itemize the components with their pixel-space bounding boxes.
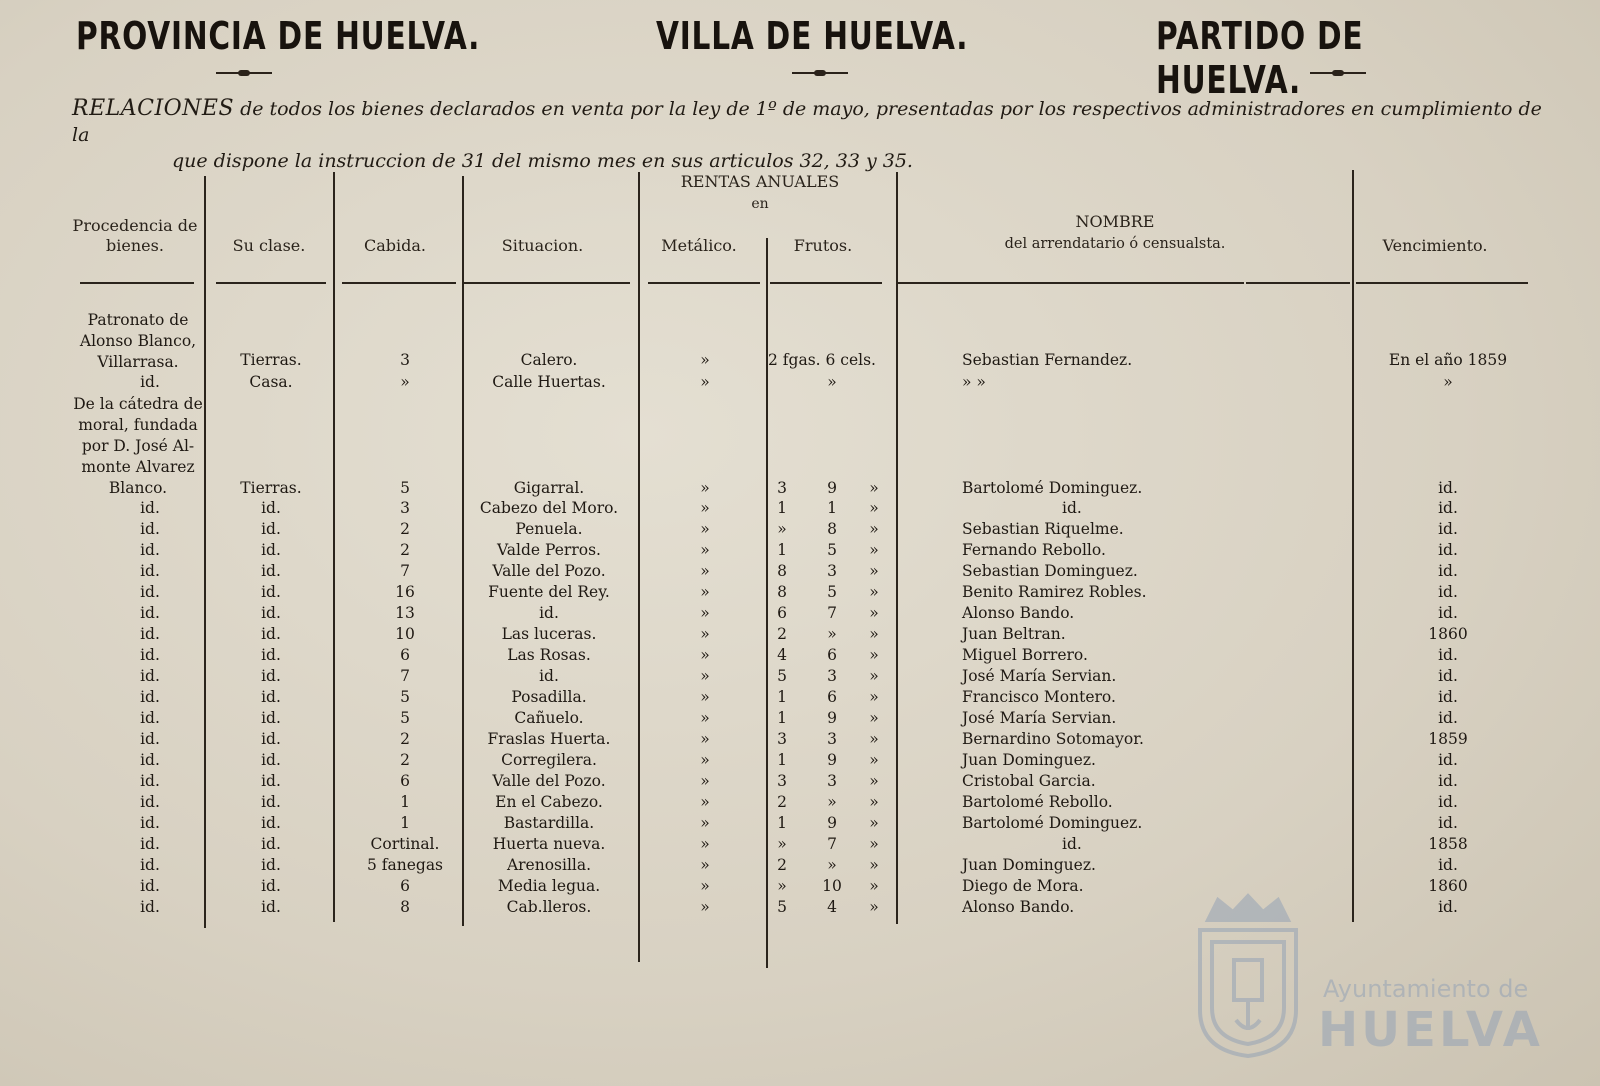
cell-vencimiento: id. [1438, 604, 1458, 622]
cell-frutos-3: » [869, 604, 879, 622]
cell-metalico: » [700, 604, 710, 622]
cell-metalico: » [700, 814, 710, 832]
cell-procedencia: id. [140, 562, 160, 580]
cell-situacion: Calle Huertas. [492, 373, 606, 391]
cell-frutos-2: 9 [827, 751, 837, 769]
cell-metalico: » [700, 373, 710, 391]
cell-metalico: » [700, 520, 710, 538]
cell-clase: id. [261, 625, 281, 643]
procedencia-line: Alonso Blanco, [79, 332, 197, 350]
cell-situacion: Bastardilla. [503, 814, 595, 832]
cell-situacion: Penuela. [515, 520, 583, 538]
cell-frutos-2: 4 [827, 898, 837, 916]
cell-nombre: José María Servian. [962, 667, 1117, 685]
cell-procedencia: id. [140, 373, 160, 391]
header-rule [342, 282, 456, 284]
cell-frutos-2: 3 [827, 772, 837, 790]
cell-procedencia: id. [140, 709, 160, 727]
cell-clase: id. [261, 772, 281, 790]
cell-frutos-1: 3 [777, 772, 787, 790]
cell-vencimiento: En el año 1859 [1388, 351, 1508, 369]
cell-clase: Tierras. [240, 479, 302, 497]
cell-situacion: id. [539, 604, 559, 622]
cell-frutos-1: 2 [777, 625, 787, 643]
cell-frutos-3: » [869, 646, 879, 664]
header-rule [1246, 282, 1350, 284]
cell-nombre: id. [1062, 835, 1082, 853]
cell-cabida: 6 [400, 646, 410, 664]
cell-vencimiento: id. [1438, 562, 1458, 580]
cell-cabida: » [400, 373, 410, 391]
cell-clase: id. [261, 814, 281, 832]
cell-frutos-1: 4 [777, 646, 787, 664]
cell-frutos-3: » [869, 898, 879, 916]
cell-vencimiento: id. [1438, 479, 1458, 497]
cell-metalico: » [700, 667, 710, 685]
cell-procedencia: id. [140, 730, 160, 748]
cell-situacion: Media legua. [497, 877, 601, 895]
cell-frutos-3: » [869, 877, 879, 895]
col-rentas-en: en [751, 196, 769, 212]
cell-situacion: Cañuelo. [514, 709, 584, 727]
cell-vencimiento: id. [1438, 499, 1458, 517]
ornament-center [792, 72, 848, 74]
cell-vencimiento: id. [1438, 541, 1458, 559]
cell-metalico: » [700, 751, 710, 769]
cell-vencimiento: 1859 [1428, 730, 1468, 748]
cell-vencimiento: id. [1438, 646, 1458, 664]
procedencia-line: por D. José Al- [81, 437, 195, 455]
cell-frutos-1: 5 [777, 898, 787, 916]
cell-clase: id. [261, 583, 281, 601]
cell-clase: id. [261, 793, 281, 811]
cell-clase: id. [261, 751, 281, 769]
cell-frutos-2: 5 [827, 541, 837, 559]
cell-nombre: Alonso Bando. [962, 898, 1075, 916]
cell-situacion: Huerta nueva. [492, 835, 606, 853]
cell-nombre: » » [962, 373, 986, 391]
intro-line2: que dispone la instruccion de 31 del mismo mes en sus articulos 32, 33 y 35. [172, 150, 913, 172]
cell-situacion: Posadilla. [511, 688, 587, 706]
cell-clase: id. [261, 604, 281, 622]
cell-metalico: » [700, 772, 710, 790]
cell-nombre: Juan Beltran. [962, 625, 1066, 643]
cell-situacion: Fuente del Rey. [488, 583, 610, 601]
cell-situacion: id. [539, 667, 559, 685]
header-villa: VILLA DE HUELVA. [656, 14, 969, 58]
cell-cabida: 16 [395, 583, 415, 601]
header-rule [898, 282, 1244, 284]
procedencia-line: moral, fundada [78, 416, 198, 434]
cell-frutos-3: » [869, 562, 879, 580]
cell-cabida: 2 [400, 730, 410, 748]
cell-frutos-3: » [869, 520, 879, 538]
cell-frutos-3: » [869, 625, 879, 643]
cell-cabida: 5 fanegas [366, 856, 444, 874]
cell-vencimiento: id. [1438, 856, 1458, 874]
col-cabida: Cabida. [363, 236, 426, 255]
cell-frutos-1: 1 [777, 499, 787, 517]
procedencia-line: Blanco. [108, 479, 168, 497]
header-rule [216, 282, 326, 284]
header-rule [770, 282, 882, 284]
header-partido: PARTIDO DE HUELVA. [1156, 14, 1364, 102]
cell-procedencia: id. [140, 499, 160, 517]
cell-metalico: » [700, 856, 710, 874]
cell-situacion: Arenosilla. [506, 856, 592, 874]
cell-frutos-2: 9 [827, 814, 837, 832]
cell-frutos-1: 8 [777, 583, 787, 601]
cell-frutos-2: » [827, 625, 837, 643]
cell-frutos-2: » [827, 373, 837, 391]
cell-vencimiento: id. [1438, 709, 1458, 727]
cell-frutos-1: 1 [777, 541, 787, 559]
col-procedencia: Procedencia de bienes. [72, 216, 198, 255]
cell-situacion: Valde Perros. [497, 541, 601, 559]
cell-clase: id. [261, 688, 281, 706]
cell-frutos-1: 5 [777, 667, 787, 685]
cell-frutos-2: » [827, 856, 837, 874]
cell-cabida: 3 [400, 351, 410, 369]
cell-metalico: » [700, 835, 710, 853]
cell-nombre: Alonso Bando. [962, 604, 1075, 622]
cell-procedencia: id. [140, 835, 160, 853]
cell-frutos-3: » [869, 688, 879, 706]
cell-procedencia: id. [140, 898, 160, 916]
cell-clase: id. [261, 856, 281, 874]
column-rule [638, 172, 640, 962]
cell-procedencia: id. [140, 772, 160, 790]
col-situacion: Situacion. [501, 236, 584, 255]
col-clase: Su clase. [232, 236, 306, 255]
cell-frutos-2: 6 [827, 646, 837, 664]
ornament-right [1310, 72, 1366, 74]
cell-situacion: Valle del Pozo. [492, 772, 606, 790]
header-rule [80, 282, 194, 284]
cell-vencimiento: id. [1438, 898, 1458, 916]
cell-vencimiento: 1858 [1428, 835, 1468, 853]
intro-line1: de todos los bienes declarados en venta por la ley de 1º de mayo, presentadas por los respectivos administradores en cumplimiento de la [72, 98, 1542, 146]
col-vencimiento: Vencimiento. [1382, 236, 1488, 255]
cell-frutos-1: 3 [777, 730, 787, 748]
cell-cabida: Cortinal. [370, 835, 440, 853]
cell-nombre: Bartolomé Rebollo. [962, 793, 1113, 811]
cell-metalico: » [700, 646, 710, 664]
cell-vencimiento: id. [1438, 520, 1458, 538]
cell-clase: id. [261, 898, 281, 916]
column-rule [333, 172, 335, 922]
cell-metalico: » [700, 877, 710, 895]
cell-situacion: Corregilera. [501, 751, 597, 769]
cell-procedencia: id. [140, 751, 160, 769]
cell-frutos-3: » [869, 856, 879, 874]
cell-metalico: » [700, 499, 710, 517]
intro-paragraph [72, 96, 1552, 174]
cell-cabida: 7 [400, 562, 410, 580]
cell-nombre: Juan Dominguez. [962, 856, 1096, 874]
cell-metalico: » [700, 541, 710, 559]
ornament-left [216, 72, 272, 74]
cell-frutos-3: » [869, 772, 879, 790]
header-rule [1356, 282, 1528, 284]
cell-frutos-3: » [869, 709, 879, 727]
cell-metalico: » [700, 625, 710, 643]
cell-procedencia: id. [140, 814, 160, 832]
cell-situacion: Cabezo del Moro. [479, 499, 619, 517]
cell-frutos-2: 5 [827, 583, 837, 601]
cell-frutos-2: 3 [827, 730, 837, 748]
header-rule [464, 282, 630, 284]
cell-metalico: » [700, 351, 710, 369]
cell-procedencia: id. [140, 877, 160, 895]
cell-cabida: 13 [395, 604, 415, 622]
cell-procedencia: id. [140, 856, 160, 874]
cell-frutos-2: 3 [827, 562, 837, 580]
cell-cabida: 7 [400, 667, 410, 685]
cell-frutos-1: 6 [777, 604, 787, 622]
cell-frutos-1: 2 [777, 793, 787, 811]
procedencia-line: Villarrasa. [97, 353, 179, 371]
cell-vencimiento: id. [1438, 688, 1458, 706]
cell-nombre: Miguel Borrero. [962, 646, 1088, 664]
cell-frutos-1: » [777, 520, 787, 538]
cell-situacion: Valle del Pozo. [492, 562, 606, 580]
cell-frutos-3: » [869, 835, 879, 853]
header-province: PROVINCIA DE HUELVA. [76, 14, 481, 58]
cell-vencimiento: » [1443, 373, 1453, 391]
cell-metalico: » [700, 793, 710, 811]
column-rule [1352, 170, 1354, 922]
cell-metalico: » [700, 688, 710, 706]
cell-frutos-1: 1 [777, 814, 787, 832]
cell-procedencia: id. [140, 541, 160, 559]
procedencia-line: Patronato de [87, 311, 189, 329]
cell-nombre: id. [1062, 499, 1082, 517]
col-nombre: NOMBRE [1075, 212, 1155, 231]
column-rule [204, 176, 206, 928]
cell-frutos-2: 6 [827, 688, 837, 706]
cell-frutos-1: 1 [777, 709, 787, 727]
cell-procedencia: id. [140, 667, 160, 685]
cell-procedencia: id. [140, 604, 160, 622]
cell-vencimiento: 1860 [1428, 625, 1468, 643]
col-nombre-sub: del arrendatario ó censualsta. [1004, 236, 1226, 252]
watermark-line2: HUELVA [1318, 1002, 1543, 1058]
cell-frutos-3: » [869, 793, 879, 811]
cell-clase: id. [261, 877, 281, 895]
cell-cabida: 5 [400, 479, 410, 497]
column-rule [462, 176, 464, 926]
cell-nombre: José María Servian. [962, 709, 1117, 727]
cell-frutos-3: » [869, 583, 879, 601]
col-metalico: Metálico. [661, 236, 737, 255]
col-frutos: Frutos. [793, 236, 853, 255]
cell-clase: id. [261, 562, 281, 580]
cell-cabida: 6 [400, 772, 410, 790]
cell-procedencia: id. [140, 688, 160, 706]
cell-clase: id. [261, 835, 281, 853]
cell-situacion: Las luceras. [501, 625, 597, 643]
cell-procedencia: id. [140, 520, 160, 538]
intro-lead-word: RELACIONES [72, 96, 235, 121]
cell-frutos-3: » [869, 814, 879, 832]
cell-nombre: Bartolomé Dominguez. [962, 479, 1143, 497]
cell-frutos-1: 1 [777, 688, 787, 706]
cell-frutos-2: 8 [827, 520, 837, 538]
cell-frutos-3: » [869, 667, 879, 685]
procedencia-line: monte Alvarez [81, 458, 195, 476]
cell-nombre: Juan Dominguez. [962, 751, 1096, 769]
column-rule [896, 172, 898, 924]
cell-nombre: Bernardino Sotomayor. [962, 730, 1144, 748]
cell-metalico: » [700, 898, 710, 916]
cell-frutos-1: 3 [777, 479, 787, 497]
cell-cabida: 10 [395, 625, 415, 643]
watermark-line1: Ayuntamiento de [1323, 975, 1529, 1003]
header-rule [648, 282, 760, 284]
cell-procedencia: id. [140, 646, 160, 664]
cell-nombre: Sebastian Riquelme. [962, 520, 1124, 538]
cell-cabida: 2 [400, 541, 410, 559]
cell-vencimiento: id. [1438, 814, 1458, 832]
cell-situacion: Las Rosas. [507, 646, 591, 664]
cell-metalico: » [700, 730, 710, 748]
cell-frutos-2: 7 [827, 835, 837, 853]
city-council-watermark [1188, 880, 1543, 1070]
cell-frutos-3: » [869, 499, 879, 517]
cell-cabida: 6 [400, 877, 410, 895]
cell-nombre: Bartolomé Dominguez. [962, 814, 1143, 832]
cell-frutos-1: 8 [777, 562, 787, 580]
cell-nombre: Cristobal Garcia. [962, 772, 1096, 790]
cell-frutos-2: 1 [827, 499, 837, 517]
cell-clase: Casa. [249, 373, 293, 391]
cell-situacion: En el Cabezo. [495, 793, 603, 811]
cell-frutos-2: » [827, 793, 837, 811]
cell-frutos-2: 9 [827, 479, 837, 497]
cell-vencimiento: id. [1438, 772, 1458, 790]
cell-frutos-3: » [869, 479, 879, 497]
cell-frutos-2: 9 [827, 709, 837, 727]
cell-frutos-3: » [869, 751, 879, 769]
cell-vencimiento: 1860 [1428, 877, 1468, 895]
cell-situacion: Fraslas Huerta. [487, 730, 611, 748]
cell-cabida: 2 [400, 751, 410, 769]
cell-metalico: » [700, 709, 710, 727]
cell-nombre: Benito Ramirez Robles. [962, 583, 1147, 601]
cell-clase: id. [261, 667, 281, 685]
cell-nombre: Diego de Mora. [962, 877, 1084, 895]
cell-cabida: 3 [400, 499, 410, 517]
cell-frutos-1: 1 [777, 751, 787, 769]
cell-frutos-3: » [869, 730, 879, 748]
cell-nombre: Francisco Montero. [962, 688, 1116, 706]
cell-nombre: Fernando Rebollo. [962, 541, 1106, 559]
cell-clase: id. [261, 646, 281, 664]
cell-clase: id. [261, 730, 281, 748]
cell-clase: id. [261, 520, 281, 538]
cell-metalico: » [700, 562, 710, 580]
col-rentas-title: RENTAS ANUALES [680, 172, 840, 191]
cell-situacion: Gigarral. [513, 479, 585, 497]
cell-vencimiento: id. [1438, 667, 1458, 685]
cell-clase: Tierras. [240, 351, 302, 369]
cell-frutos-1: 2 [777, 856, 787, 874]
cell-situacion: Cab.lleros. [506, 898, 592, 916]
cell-frutos-1: » [777, 835, 787, 853]
cell-cabida: 1 [400, 814, 410, 832]
cell-vencimiento: id. [1438, 751, 1458, 769]
cell-clase: id. [261, 541, 281, 559]
cell-frutos-3: » [869, 541, 879, 559]
cell-situacion: Calero. [520, 351, 578, 369]
cell-nombre: Sebastian Dominguez. [962, 562, 1138, 580]
cell-cabida: 5 [400, 709, 410, 727]
cell-procedencia: id. [140, 793, 160, 811]
cell-nombre: Sebastian Fernandez. [962, 351, 1133, 369]
cell-frutos-2: 7 [827, 604, 837, 622]
cell-procedencia: id. [140, 583, 160, 601]
cell-cabida: 8 [400, 898, 410, 916]
cell-vencimiento: id. [1438, 583, 1458, 601]
cell-frutos-2: 10 [822, 877, 842, 895]
cell-cabida: 2 [400, 520, 410, 538]
crest-icon [1188, 890, 1308, 1060]
cell-frutos-1: » [777, 877, 787, 895]
cell-cabida: 5 [400, 688, 410, 706]
cell-procedencia: id. [140, 625, 160, 643]
procedencia-line: De la cátedra de [73, 395, 203, 413]
cell-frutos-2: 3 [827, 667, 837, 685]
cell-cabida: 1 [400, 793, 410, 811]
cell-metalico: » [700, 583, 710, 601]
cell-clase: id. [261, 499, 281, 517]
cell-metalico: » [700, 479, 710, 497]
cell-vencimiento: id. [1438, 793, 1458, 811]
cell-clase: id. [261, 709, 281, 727]
cell-frutos-1: 2 fgas. 6 cels. [768, 351, 876, 369]
